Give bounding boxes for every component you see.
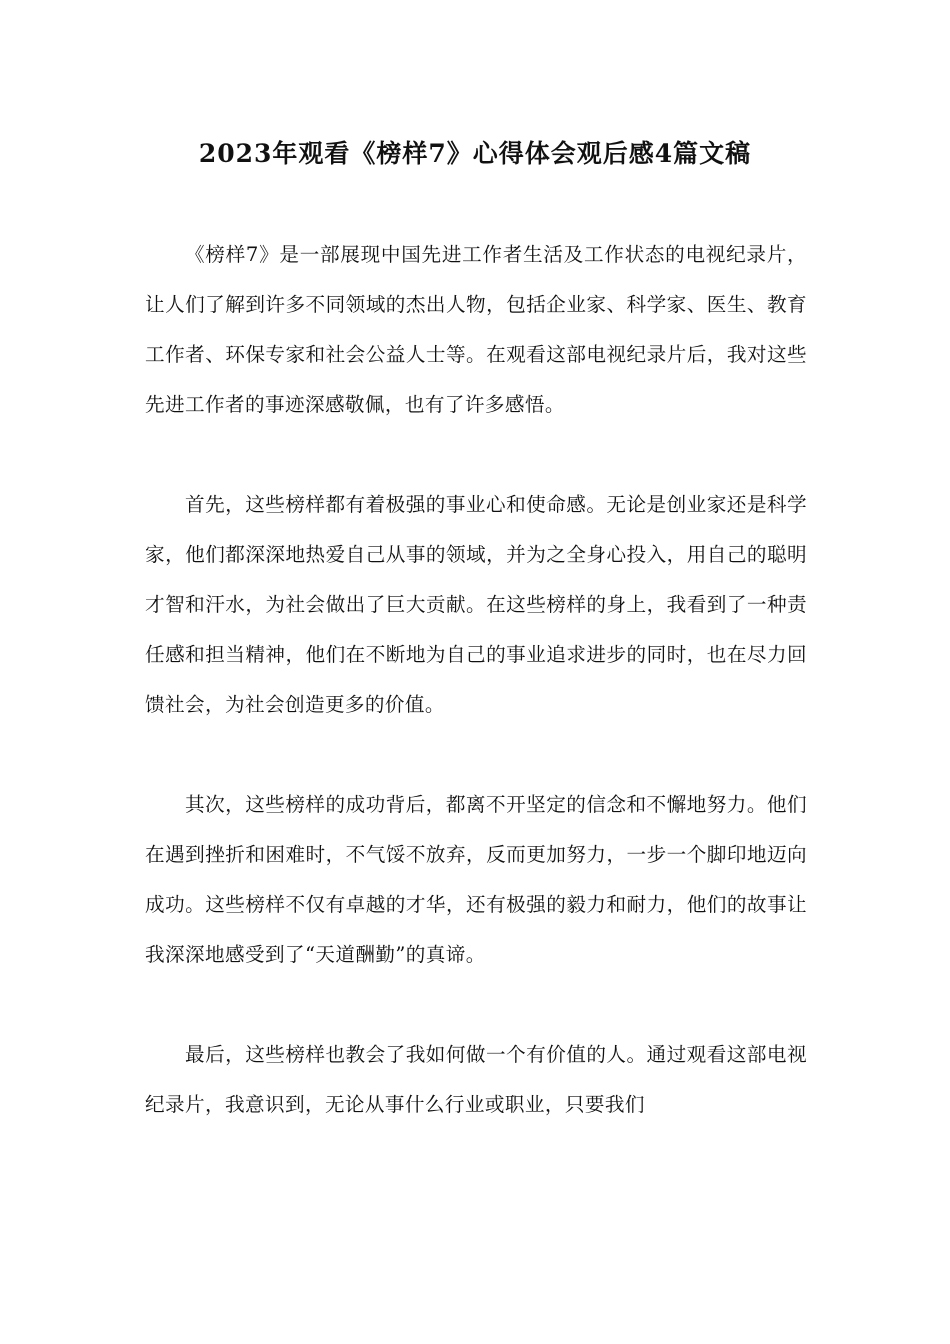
- paragraph-intro: 《榜样7》是一部展现中国先进工作者生活及工作状态的电视纪录片，让人们了解到许多不同领域的杰出人物，包括企业家、科学家、医生、教育工作者、环保专家和社会公益人士等。在观看这部电视纪录片后，我对这些先进工作者的事迹深感敬佩，也有了许多感悟。: [145, 243, 807, 416]
- paragraph-last: 最后，这些榜样也教会了我如何做一个有价值的人。通过观看这部电视纪录片，我意识到，无论从事什么行业或职业，只要我们: [145, 1043, 807, 1116]
- paragraph-second: 其次，这些榜样的成功背后，都离不开坚定的信念和不懈地努力。他们在遇到挫折和困难时，不气馁不放弃，反而更加努力，一步一个脚印地迈向成功。这些榜样不仅有卓越的才华，还有极强的毅力和耐力，他们的故事让我深深地感受到了“天道酬勤”的真谛。: [145, 793, 807, 966]
- paragraph-first: 首先，这些榜样都有着极强的事业心和使命感。无论是创业家还是科学家，他们都深深地热爱自己从事的领域，并为之全身心投入，用自己的聪明才智和汗水，为社会做出了巨大贡献。在这些榜样的身上，我看到了一种责任感和担当精神，他们在不断地为自己的事业追求进步的同时，也在尽力回馈社会，为社会创造更多的价值。: [145, 493, 807, 716]
- document-title: 2023年观看《榜样7》心得体会观后感4篇文稿: [198, 139, 752, 168]
- document-body: [145, 230, 807, 1130]
